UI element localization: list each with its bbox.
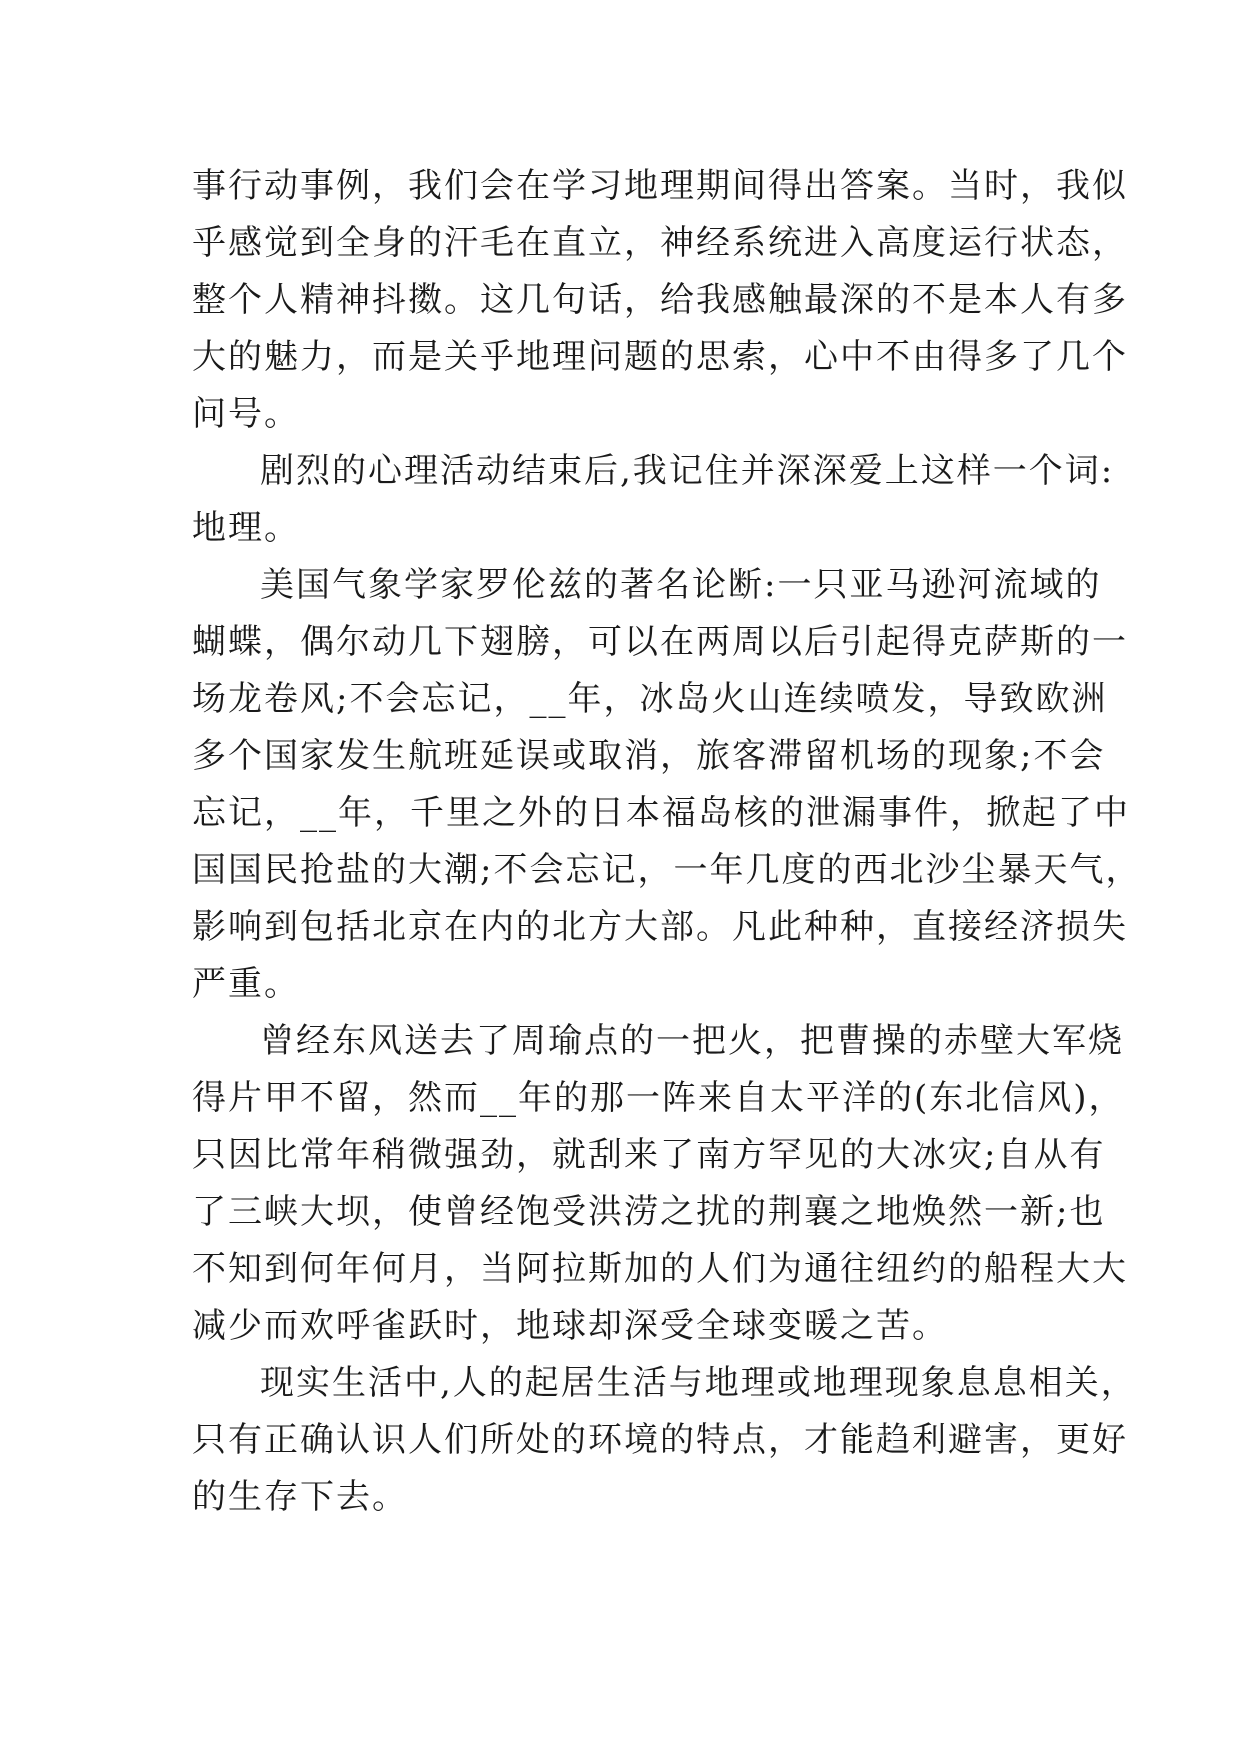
text-line: 不知到何年何月，当阿拉斯加的人们为通往纽约的船程大大 [192, 1249, 1128, 1289]
text-line: 只有正确认识人们所处的环境的特点，才能趋利避害，更好 [192, 1420, 1128, 1460]
text-line: 国国民抢盐的大潮;不会忘记，一年几度的西北沙尘暴天气， [192, 850, 1142, 890]
text-line: 剧烈的心理活动结束后,我记住并深深爱上这样一个词: [260, 451, 1115, 491]
text-line: 了三峡大坝，使曾经饱受洪涝之扰的荆襄之地焕然一新;也 [192, 1192, 1106, 1232]
paragraph-4 [192, 1013, 1128, 1355]
text-line: 减少而欢呼雀跃时，地球却深受全球变暖之苦。 [192, 1306, 948, 1346]
text-line: 现实生活中,人的起居生活与地理或地理现象息息相关， [260, 1363, 1137, 1403]
text-line: 曾经东风送去了周瑜点的一把火，把曹操的赤壁大军烧 [260, 1021, 1124, 1061]
text-line: 严重。 [192, 964, 300, 1004]
text-line: 忘记，__年，千里之外的日本福岛核的泄漏事件，掀起了中 [192, 793, 1130, 833]
text-line: 事行动事例，我们会在学习地理期间得出答案。当时，我似 [192, 166, 1128, 206]
text-line: 只因比常年稍微强劲，就刮来了南方罕见的大冰灾;自从有 [192, 1135, 1106, 1175]
text-line: 问号。 [192, 394, 300, 434]
text-line: 场龙卷风;不会忘记，__年，冰岛火山连续喷发，导致欧洲 [192, 679, 1108, 719]
text-line: 的生存下去。 [192, 1477, 408, 1517]
paragraph-3 [192, 557, 1142, 1013]
text-line: 大的魅力，而是关乎地理问题的思索，心中不由得多了几个 [192, 337, 1128, 377]
document-body [192, 158, 1142, 1526]
paragraph-2 [192, 443, 1115, 557]
paragraph-5 [192, 1355, 1137, 1526]
paragraph-1 [192, 158, 1128, 443]
text-line: 多个国家发生航班延误或取消，旅客滞留机场的现象;不会 [192, 736, 1106, 776]
text-line: 蝴蝶，偶尔动几下翅膀，可以在两周以后引起得克萨斯的一 [192, 622, 1128, 662]
text-line: 整个人精神抖擞。这几句话，给我感触最深的不是本人有多 [192, 280, 1128, 320]
text-line: 美国气象学家罗伦兹的著名论断:一只亚马逊河流域的 [260, 565, 1102, 605]
text-line: 乎感觉到全身的汗毛在直立，神经系统进入高度运行状态， [192, 223, 1128, 263]
text-line: 地理。 [192, 508, 300, 548]
text-line: 得片甲不留，然而__年的那一阵来自太平洋的(东北信风)， [192, 1078, 1125, 1118]
text-line: 影响到包括北京在内的北方大部。凡此种种，直接经济损失 [192, 907, 1128, 947]
